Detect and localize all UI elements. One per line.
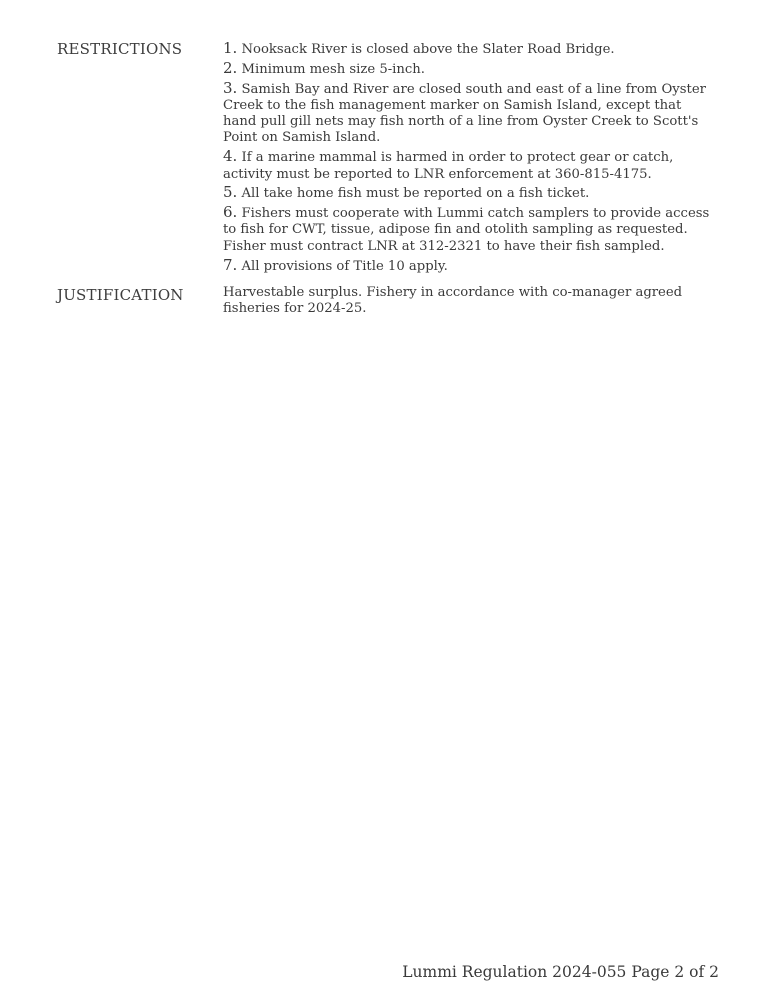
restriction-text: Samish Bay and River are closed south and east of a line from Oyster Creek to the fish management marker on Samish Island, except that hand pull gill nets may fish north of a line from Oyster Creek to Scott's Point on Samish Island. <box>223 81 706 146</box>
restriction-text: All take home fish must be reported on a fish ticket. <box>241 186 590 202</box>
justification-text: Harvestable surplus. Fishery in accordance with co-manager agreed fisheries for 2024-25. <box>223 285 683 317</box>
restriction-text: Minimum mesh size 5-inch. <box>241 61 425 77</box>
restriction-number: 7. <box>223 255 238 274</box>
restriction-item-3 <box>223 80 717 147</box>
restriction-number: 4. <box>223 147 238 166</box>
restriction-number: 5. <box>223 183 238 202</box>
restriction-number: 1. <box>223 39 238 57</box>
restriction-text: Nooksack River is closed above the Slater Road Bridge. <box>241 42 615 57</box>
restriction-number: 3. <box>223 78 238 97</box>
restrictions-heading: RESTRICTIONS <box>57 40 183 58</box>
restriction-text: If a marine mammal is harmed in order to protect gear or catch, activity must be reported to LNR enforcement at 360-815-4175. <box>223 150 674 182</box>
restriction-item-1 <box>223 40 717 58</box>
justification-heading: JUSTIFICATION <box>57 286 184 304</box>
restriction-item-2 <box>223 60 717 78</box>
page-footer: Lummi Regulation 2024-055 Page 2 of 2 <box>402 963 719 981</box>
restriction-number: 6. <box>223 203 238 222</box>
restriction-item-6 <box>223 204 717 255</box>
restriction-item-5 <box>223 184 717 202</box>
restriction-number: 2. <box>223 58 238 77</box>
restriction-item-4 <box>223 148 717 183</box>
restrictions-list <box>223 40 717 276</box>
restriction-item-7 <box>223 257 717 275</box>
restriction-text: All provisions of Title 10 apply. <box>241 258 448 274</box>
restriction-text: Fishers must cooperate with Lummi catch samplers to provide access to fish for CWT, tissue, adipose fin and otolith sampling as requested. Fisher must contract LNR at 312-2321 to have their fish sampled. <box>223 206 710 254</box>
